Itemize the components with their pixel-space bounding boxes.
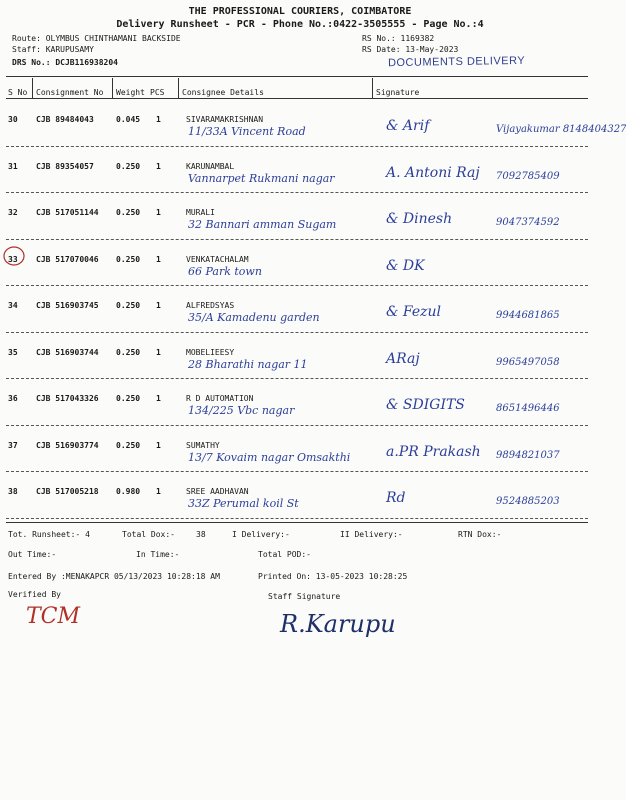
staff-signature-label: Staff Signature [268,592,341,601]
rs-number: RS No.: 1169382 [362,34,435,43]
col-divider [32,78,33,98]
row-consignee-name: KARUNAMBAL [186,161,235,171]
row-weight: 0.980 [116,487,141,496]
out-time: Out Time:- [8,550,57,559]
row-consignee-address: Vannarpet Rukmani nagar [188,171,335,185]
row-pcs: 1 [156,254,161,264]
top-rule [6,76,588,77]
col-sno: S No [8,88,28,97]
company-name: THE PROFESSIONAL COURIERS, COIMBATORE [188,6,412,17]
row-weight: 0.045 [116,115,141,124]
row-consignee-address: 11/33A Vincent Road [188,125,306,138]
row-divider [6,146,588,147]
row-consignment-no: CJB 89354057 [36,161,94,171]
row-consignee-address: 28 Bharathi nagar 11 [188,357,308,371]
route-label: Route: OLYMBUS CHINTHAMANI BACKSIDE [12,34,181,43]
row-33-circle-mark [2,244,26,268]
printed-on: Printed On: 13-05-2023 10:28:25 [258,572,408,581]
row-signature: & SDIGITS [386,397,465,413]
row-pcs: 1 [156,487,161,496]
verified-by-label: Verified By [8,590,61,599]
row-consignment-no: CJB 89484043 [36,115,94,124]
bottom-rule [6,522,588,523]
row-phone: 9944681865 [496,310,560,321]
row-phone: 9894821037 [496,449,560,461]
row-sno: 36 [8,394,18,403]
row-signature: ARaj [386,350,420,367]
row-weight: 0.250 [116,161,141,171]
total-runsheet: Tot. Runsheet:- 4 [8,530,90,539]
verified-signature: TCM [26,604,81,629]
row-divider [6,285,588,286]
runsheet-title: Delivery Runsheet - PCR - Phone No.:0422-3505555 - Page No.:4 [116,19,484,30]
row-divider [6,518,588,519]
row-consignee-address: 32 Bannari amman Sugam [188,218,337,231]
row-sno: 32 [8,208,18,217]
row-phone: 9524885203 [496,496,560,507]
row-pcs: 1 [156,440,161,450]
row-sno: 35 [8,347,18,357]
row-sno: 31 [8,161,18,171]
row-phone: 9047374592 [496,217,560,228]
staff-label: Staff: KARUPUSAMY [12,45,94,54]
row-consignment-no: CJB 517070046 [36,254,99,264]
row-sno: 30 [8,115,18,124]
staff-signature: R.Karupu [280,610,396,638]
row-phone: Vijayakumar 8148404327 [496,124,626,135]
row-consignee-name: SIVARAMAKRISHNAN [186,115,264,124]
col-signature: Signature [376,88,420,97]
drs-number: DRS No.: DCJB116938204 [12,58,118,67]
row-signature: & Arif [386,118,430,134]
ii-delivery: II Delivery:- [340,530,403,539]
col-divider [372,78,373,98]
row-consignee-address: 33Z Perumal koil St [188,497,299,510]
row-weight: 0.250 [116,347,141,357]
row-divider [6,332,588,333]
header-rule [6,98,588,99]
row-weight: 0.250 [116,440,141,450]
row-consignee-name: MURALI [186,208,215,217]
row-divider [6,425,588,426]
row-divider [6,239,588,240]
row-consignment-no: CJB 517051144 [36,208,99,217]
col-divider [112,78,113,98]
row-signature: Rd [386,490,406,506]
row-phone: 7092785409 [496,170,560,182]
total-pod: Total POD:- [258,550,311,559]
row-pcs: 1 [156,161,161,171]
row-signature: a.PR Prakash [386,443,481,460]
i-delivery: I Delivery:- [232,530,290,539]
row-consignment-no: CJB 516903774 [36,440,99,450]
row-sno: 33 [8,254,18,264]
row-consignee-name: R D AUTOMATION [186,394,254,403]
row-consignee-address: 134/225 Vbc nagar [188,404,295,417]
row-weight: 0.250 [116,254,141,264]
entered-by: Entered By :MENAKAPCR 05/13/2023 10:28:18 AM [8,572,220,581]
col-consignment: Consignment No [36,88,104,97]
row-consignee-name: ALFREDSYAS [186,301,235,310]
row-divider [6,192,588,193]
row-weight: 0.250 [116,301,141,310]
rtn-dox: RTN Dox:- [458,530,502,539]
row-pcs: 1 [156,208,161,217]
row-consignee-name: SREE AADHAVAN [186,487,249,496]
row-consignment-no: CJB 516903745 [36,301,99,310]
row-pcs: 1 [156,301,161,310]
row-phone: 8651496446 [496,403,560,414]
row-consignment-no: CJB 516903744 [36,347,99,357]
row-signature: A. Antoni Raj [386,164,480,181]
row-consignee-address: 66 Park town [188,264,262,278]
total-dox-label: Total Dox:- [122,530,175,539]
row-sno: 34 [8,301,18,310]
row-consignment-no: CJB 517005218 [36,487,99,496]
col-divider [178,78,179,98]
documents-delivery-stamp: DOCUMENTS DELIVERY [387,54,526,70]
in-time: In Time:- [136,550,180,559]
row-signature: & DK [386,257,425,274]
total-dox-value: 38 [196,530,206,539]
row-consignee-name: MOBELIEESY [186,347,235,357]
row-sno: 37 [8,440,18,450]
row-consignee-address: 35/A Kamadenu garden [188,311,320,324]
row-consignee-name: SUMATHY [186,440,220,450]
row-sno: 38 [8,487,18,496]
row-divider [6,471,588,472]
row-consignment-no: CJB 517043326 [36,394,99,403]
row-weight: 0.250 [116,394,141,403]
row-weight: 0.250 [116,208,141,217]
row-phone: 9965497058 [496,356,560,368]
rs-date: RS Date: 13-May-2023 [362,45,459,54]
row-pcs: 1 [156,347,161,357]
col-weight: Weight [116,88,145,97]
col-consignee: Consignee Details [182,88,264,97]
row-consignee-address: 13/7 Kovaim nagar Omsakthi [188,450,351,464]
row-signature: & Fezul [386,304,442,320]
row-divider [6,378,588,379]
row-pcs: 1 [156,115,161,124]
col-pcs: PCS [150,88,165,97]
row-consignee-name: VENKATACHALAM [186,254,249,264]
row-signature: & Dinesh [386,211,453,227]
row-pcs: 1 [156,394,161,403]
